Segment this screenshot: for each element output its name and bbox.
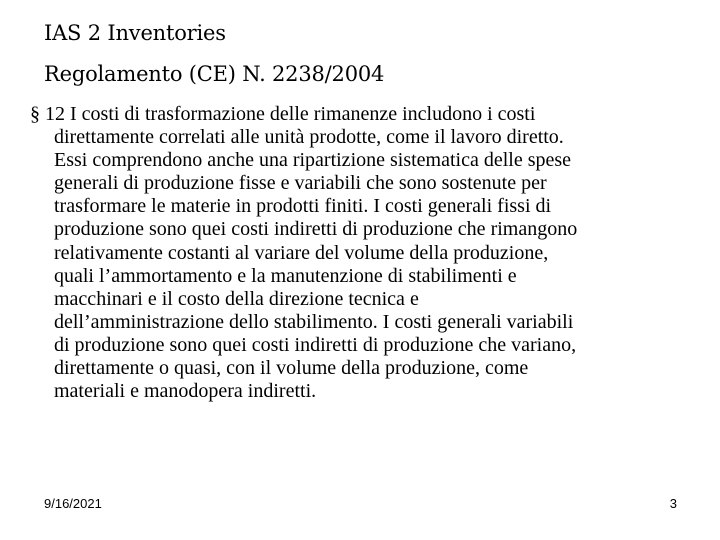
paragraph-line: generali di produzione fisse e variabili che sono sostenute per: [54, 172, 547, 195]
paragraph-line: § 12 I costi di trasformazione delle rimanenze includono i costi: [30, 103, 536, 125]
footer-date: 9/16/2021: [44, 496, 102, 511]
paragraph-line: direttamente o quasi, con il volume della produzione, come: [54, 357, 529, 380]
paragraph-line: produzione sono quei costi indiretti di produzione che rimangono: [54, 218, 578, 241]
paragraph-line: dell’amministrazione dello stabilimento. I costi generali variabili: [54, 310, 574, 333]
paragraph-line: quali l’ammortamento e la manutenzione di stabilimenti e: [54, 264, 517, 287]
paragraph-line: Essi comprendono anche una ripartizione sistematica delle spese: [54, 149, 572, 172]
paragraph-line: trasformare le materie in prodotti finiti. I costi generali fissi di: [54, 195, 552, 218]
paragraph-line: relativamente costanti al variare del volume della produzione,: [54, 241, 549, 264]
slide-title-regulation: Regolamento (CE) N. 2238/2004: [44, 62, 385, 86]
paragraph-line: di produzione sono quei costi indiretti di produzione che variano,: [54, 333, 577, 356]
slide-title-standard: IAS 2 Inventories: [44, 21, 226, 45]
paragraph-line: macchinari e il costo della direzione tecnica e: [54, 287, 419, 310]
paragraph-line: materiali e manodopera indiretti.: [54, 380, 317, 403]
body-paragraph: [30, 103, 690, 403]
paragraph-line: direttamente correlati alle unità prodotte, come il lavoro diretto.: [54, 126, 564, 149]
footer-page-number: 3: [669, 496, 677, 511]
